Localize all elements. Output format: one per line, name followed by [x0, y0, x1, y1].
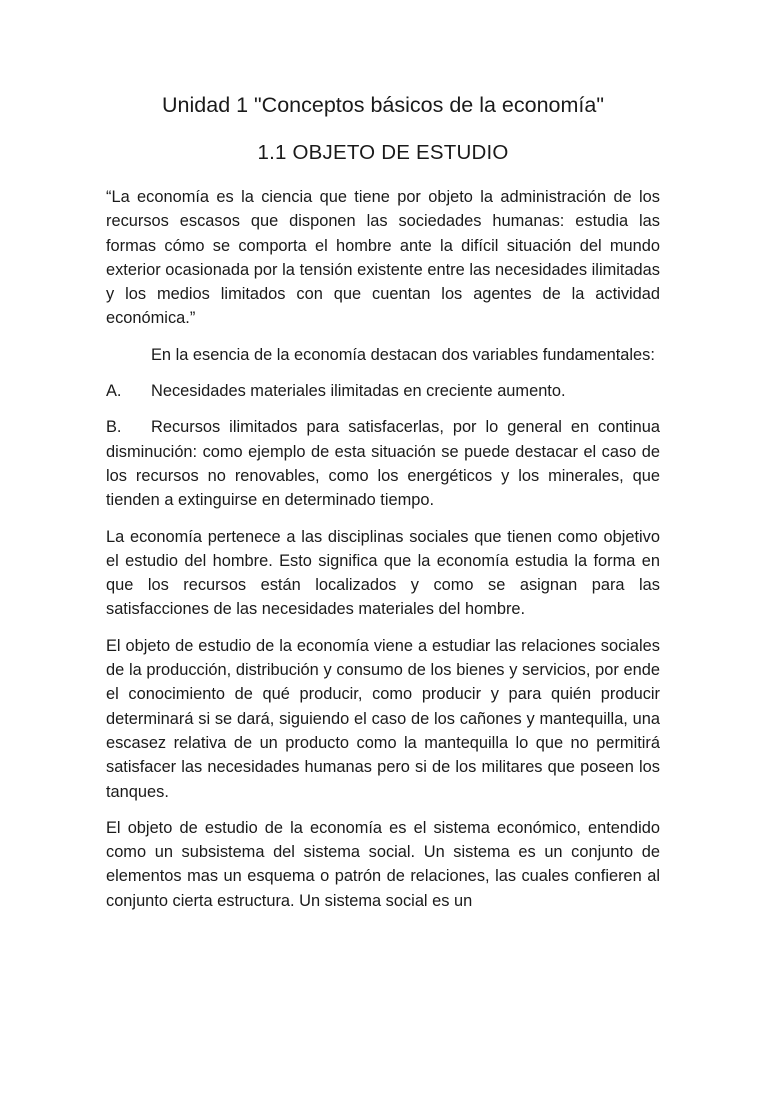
body-paragraph-1: La economía pertenece a las disciplinas sociales que tienen como objetivo el estudio del hombre. Esto significa que la economía estudia la forma en que los recursos están localizados y como se asignan para las satisfacciones de las necesidades materiales del hombre. [106, 527, 660, 619]
list-item-b-text: Recursos ilimitados para satisfacerlas, por lo general en continua disminución: como ejemplo de esta situación se puede destacar el caso de los recursos no renovables, como los energéticos y los minerales, que tienden a extinguirse en determinado tiempo. [106, 418, 660, 510]
list-marker-a: A. [106, 382, 122, 401]
list-item-b [106, 415, 660, 512]
list-marker-b: B. [106, 418, 122, 437]
body-paragraph-3: El objeto de estudio de la economía es el sistema económico, entendido como un subsistema del sistema social. Un sistema es un conjunto de elementos mas un esquema o patrón de relaciones, las cuales confieren al conjunto cierta estructura. Un sistema social es un [106, 818, 660, 910]
definition-quote: “La economía es la ciencia que tiene por objeto la administración de los recursos escasos que disponen las sociedades humanas: estudia las formas cómo se comporta el hombre ante la difícil situación del mundo exterior ocasionada por la tensión existente entre las necesidades ilimitadas y los medios limitados con que cuentan los agentes de la actividad económica.” [106, 188, 660, 328]
body-paragraph-2: El objeto de estudio de la economía viene a estudiar las relaciones sociales de la producción, distribución y consumo de los bienes y servicios, por ende el conocimiento de qué producir, como producir y para quién producir determinará si se dará, siguiendo el caso de los cañones y mantequilla, una escasez relativa de un producto como la mantequilla lo que no permitirá satisfacer las necesidades humanas pero si de los militares que poseen los tanques. [106, 636, 660, 801]
list-item-a-text: Necesidades materiales ilimitadas en creciente aumento. [151, 382, 566, 401]
list-item-a [106, 379, 660, 403]
section-title: 1.1 OBJETO DE ESTUDIO [257, 141, 509, 164]
document-page [0, 90, 768, 1114]
unit-title: Unidad 1 "Conceptos básicos de la economía" [162, 93, 604, 117]
intro-paragraph: En la esencia de la economía destacan dos variables fundamentales: [151, 345, 655, 364]
